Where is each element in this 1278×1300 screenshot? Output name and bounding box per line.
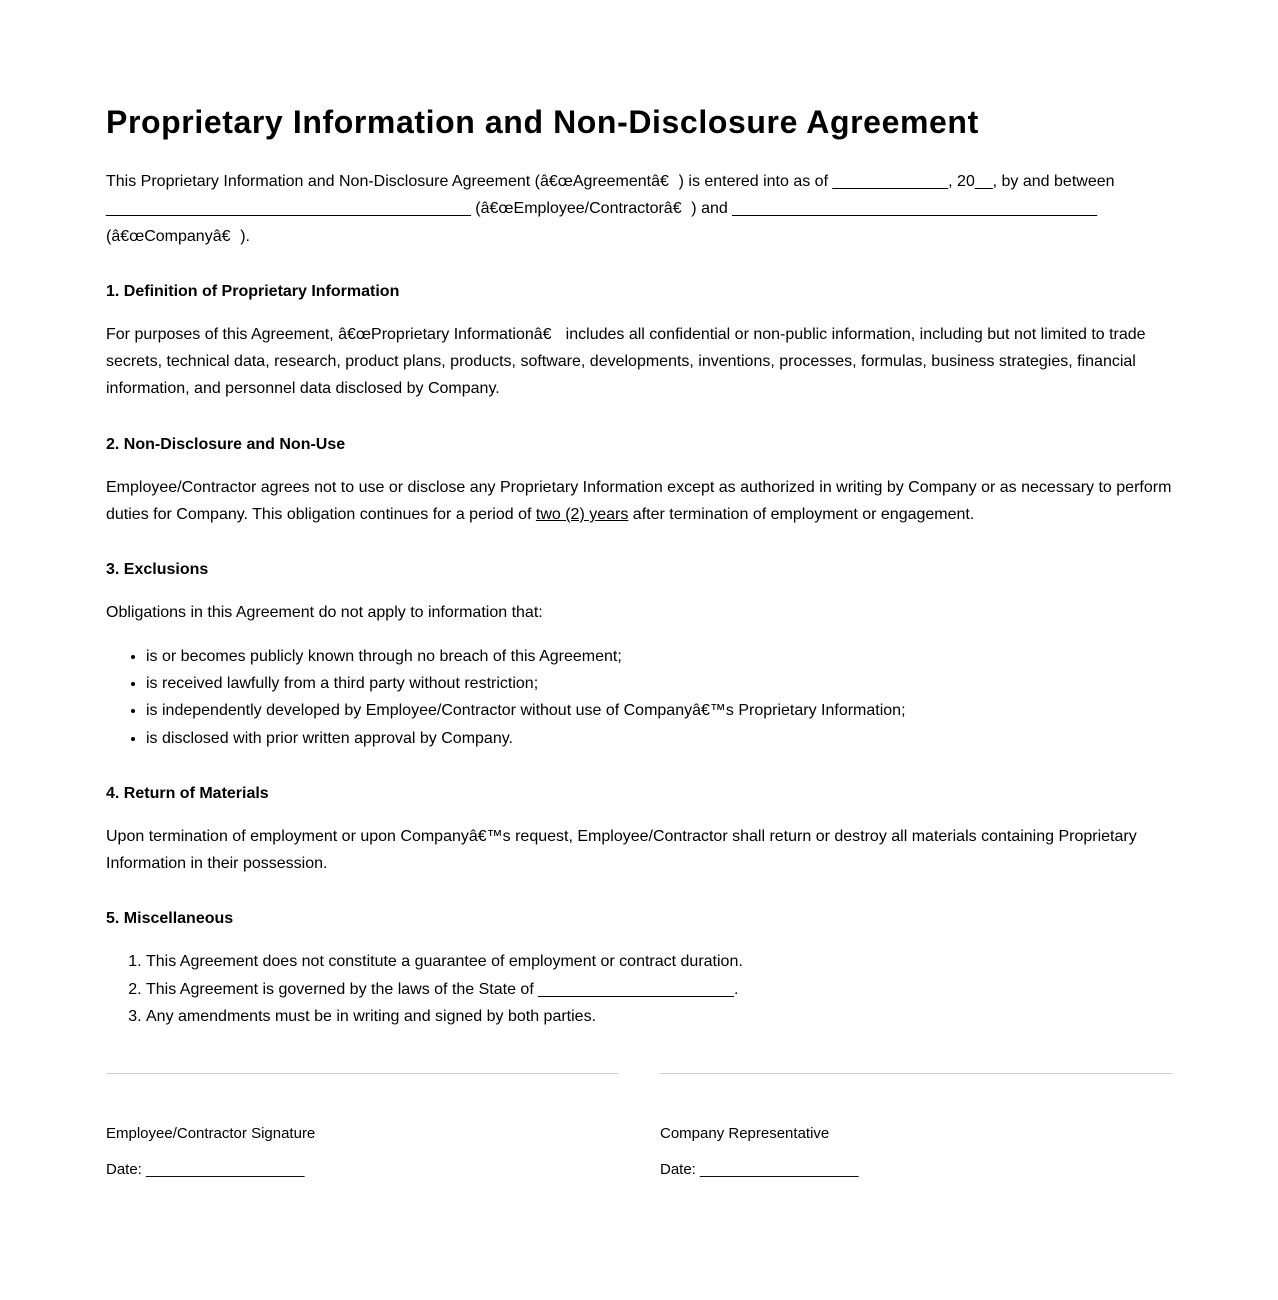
paragraph-text: after termination of employment or engagement. — [628, 506, 975, 524]
section-heading: 4. Return of Materials — [106, 784, 269, 802]
list-item: • is disclosed with prior written approval by Company. — [146, 725, 1174, 752]
miscellaneous-list — [106, 948, 1174, 1030]
intro-text: , 20 — [948, 173, 975, 190]
list-item: • is received lawfully from a third party without restriction; — [146, 670, 1174, 697]
section-return-of-materials — [106, 784, 1174, 878]
section-miscellaneous — [106, 909, 1174, 1030]
section-paragraph — [106, 474, 1174, 529]
company-name-blank: _________________________________________ — [732, 200, 1098, 218]
section-heading: 2. Non-Disclosure and Non-Use — [106, 435, 346, 453]
company-signature — [660, 1073, 1172, 1180]
employee-signature — [106, 1073, 618, 1180]
intro-text: , by and between — [992, 173, 1115, 190]
intro-text: This Proprietary Information and Non-Disclosure Agreement (â€œAgreementâ€) is entered into as of — [106, 173, 833, 190]
exclusions-list — [106, 643, 1174, 752]
section-heading: 5. Miscellaneous — [106, 910, 234, 928]
section-paragraph: Upon termination of employment or upon Companyâ€™s request, Employee/Contractor shall return or destroy all materials containing Proprietary Information in their possession. — [106, 827, 1137, 873]
section-heading: 3. Exclusions — [106, 561, 209, 579]
year-blank: __ — [974, 173, 993, 190]
signature-label: Company Representative — [660, 1125, 830, 1142]
section-definition — [106, 282, 1174, 403]
signature-date: Date: ___________________ — [106, 1161, 305, 1178]
signature-date: Date: ___________________ — [660, 1161, 859, 1178]
term-duration: two (2) years — [535, 506, 629, 524]
list-item: • is or becomes publicly known through no breach of this Agreement; — [146, 643, 1174, 670]
signature-label: Employee/Contractor Signature — [106, 1125, 316, 1142]
signature-line — [660, 1073, 1172, 1074]
employee-name-blank: _________________________________________ — [106, 200, 471, 218]
date-blank: _____________ — [832, 173, 949, 190]
page-title: Proprietary Information and Non-Disclosure Agreement — [106, 104, 979, 140]
list-item: 2. This Agreement is governed by the laws of the State of ______________________. — [146, 976, 1174, 1003]
intro-text: (â€œEmployee/Contractorâ€) and — [470, 200, 733, 218]
section-exclusions — [106, 560, 1174, 751]
section-paragraph: For purposes of this Agreement, â€œProprietary Informationâ€ includes all confidential or non-public information, including but not limited to trade secrets, technical data, research, product plans, products, software, developments, inventions, processes, formulas, business strategies, financial information, and personnel data disclosed by Company. — [106, 325, 1146, 398]
intro-text: (â€œCompanyâ€). — [106, 227, 250, 245]
agreement-document — [106, 100, 1174, 1030]
paragraph-text: Employee/Contractor agrees not to use or disclose any Proprietary Information except as authorized in writing by Company or as necessary to perform duties for Company. This obligation continues for a period of — [106, 478, 1172, 524]
intro-paragraph — [106, 168, 1174, 250]
section-paragraph: Obligations in this Agreement do not apply to information that: — [106, 604, 543, 622]
list-item: • is independently developed by Employee/Contractor without use of Companyâ€™s Proprietary Information; — [146, 697, 1174, 724]
signature-line — [106, 1073, 618, 1074]
list-item: 1. This Agreement does not constitute a guarantee of employment or contract duration. — [146, 948, 1174, 975]
signature-block — [106, 1073, 1172, 1180]
section-heading: 1. Definition of Proprietary Information — [106, 282, 400, 300]
list-item: 3. Any amendments must be in writing and signed by both parties. — [146, 1003, 1174, 1030]
section-non-disclosure — [106, 435, 1174, 529]
